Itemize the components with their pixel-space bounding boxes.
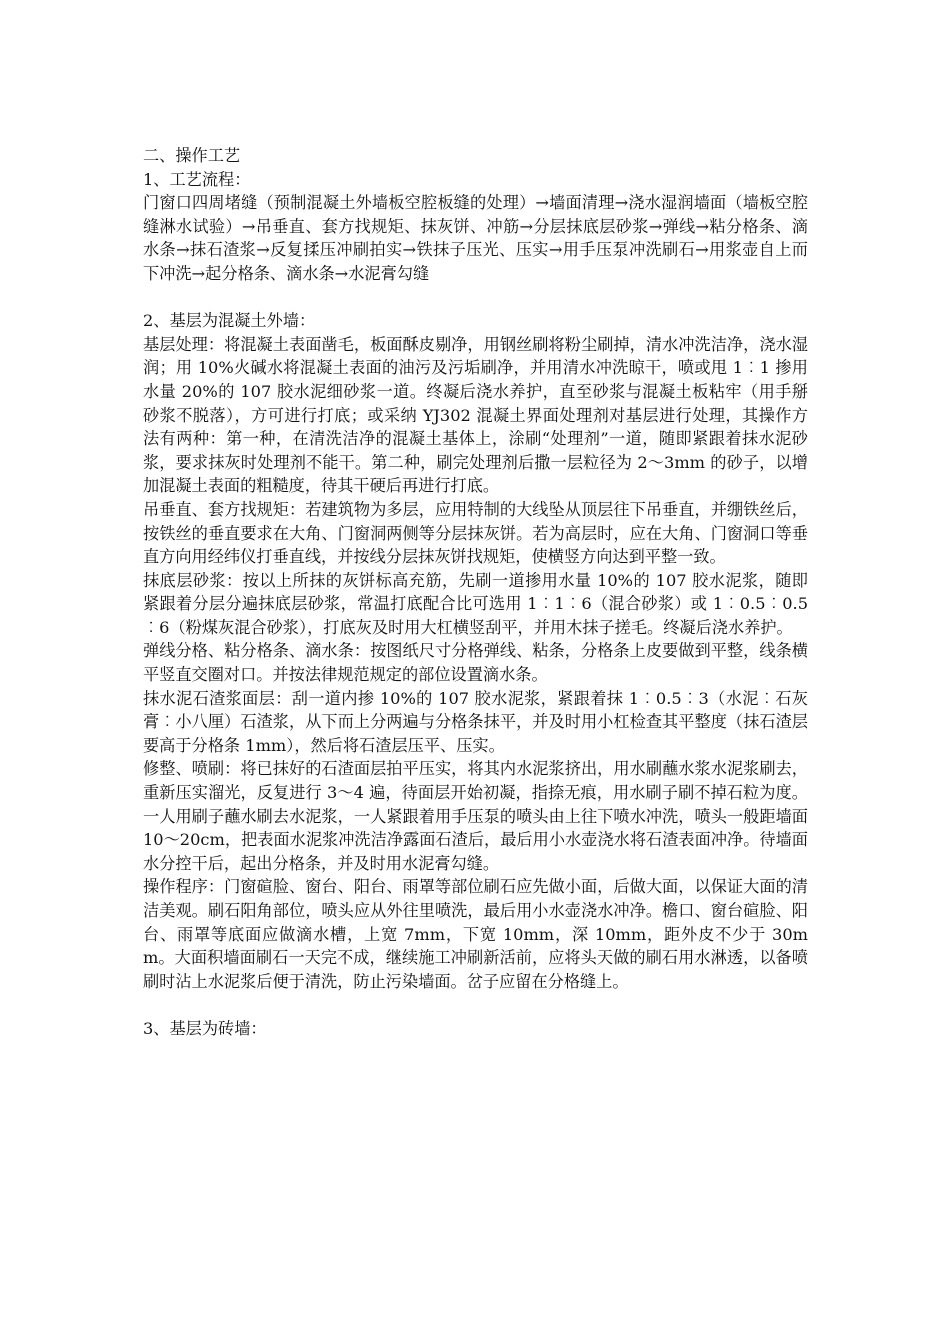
document-page	[143, 144, 808, 1041]
paragraph-stone-slurry: 抹水泥石渣浆面层：刮一道内掺 10%的 107 胶水泥浆，紧跟着抹 1︰0.5︰3（水泥︰石灰膏︰小八厘）石渣浆，从下而上分两遍与分格条抹平，并及时用小杠检查其平整度（抹石渣层要高于分格条 1mm），然后将石渣层压平、压实。	[143, 688, 808, 755]
subsection-title-process-flow: 1、工艺流程：	[143, 169, 251, 189]
spacer	[143, 993, 808, 1017]
paragraph-operation-procedure: 操作程序：门窗碹脸、窗台、阳台、雨罩等部位刷石应先做小面，后做大面，以保证大面的清洁美观。刷石阳角部位，喷头应从外往里喷洗，最后用小水壶浇水冲净。檐口、窗台碹脸、阳台、雨罩等底面应做滴水槽，上宽 7mm，下宽 10mm，深 10mm，距外皮不少于 30mm。大面积墙面刷石一天完不成，继续施工冲刷新活前，应将头天做的刷石用水淋透，以备喷刷时沾上水泥浆后便于清洗，防止污染墙面。岔子应留在分格缝上。	[143, 877, 808, 991]
subsection-title-concrete-wall: 2、基层为混凝土外墙：	[143, 311, 316, 331]
paragraph-finishing-spraying: 修整、喷刷：将已抹好的石渣面层拍平压实，将其内水泥浆挤出，用水刷蘸水浆水泥浆刷去，重新压实溜光，反复进行 3～4 遍，待面层开始初凝，指捺无痕，用水刷子刷不掉石粒为度。一人用刷子蘸水刷去水泥浆，一人紧跟着用手压泵的喷头由上往下喷水冲洗，喷头一般距墙面 10～20cm，把表面水泥浆冲洗洁净露面石渣后，最后用小水壶浇水将石渣表面冲净。待墙面水分控干后，起出分格条，并及时用水泥膏勾缝。	[143, 759, 808, 873]
process-flow-text: 门窗口四周堵缝（预制混凝土外墙板空腔板缝的处理）→墙面清理→浇水湿润墙面（墙板空腔缝淋水试验）→吊垂直、套方找规矩、抹灰饼、冲筋→分层抹底层砂浆→弹线→粘分格条、滴水条→抹石渣浆→反复揉压冲刷拍实→铁抹子压光、压实→用手压泵冲洗刷石→用浆壶自上而下冲洗→起分格条、滴水条→水泥膏勾缝	[143, 193, 808, 283]
paragraph-plumb-squaring: 吊垂直、套方找规矩：若建筑物为多层，应用特制的大线坠从顶层往下吊垂直，并绷铁丝后，按铁丝的垂直要求在大角、门窗洞两侧等分层抹灰饼。若为高层时，应在大角、门窗洞口等垂直方向用经纬仪打垂直线，并按线分层抹灰饼找规矩，使横竖方向达到平整一致。	[143, 499, 808, 567]
subsection-title-brick-wall: 3、基层为砖墙：	[143, 1018, 267, 1038]
paragraph-base-treatment: 基层处理：将混凝土表面凿毛，板面酥皮剔净，用钢丝刷将粉尘刷掉，清水冲洗洁净，浇水湿润；用 10%火碱水将混凝土表面的油污及污垢刷净，并用清水冲洗晾干，喷或甩 1︰1 掺用水量 20%的 107 胶水泥细砂浆一道。终凝后浇水养护，直至砂浆与混凝土板粘牢（用手掰砂浆不脱落），方可进行打底；或采纳 YJ302 混凝土界面处理剂对基层进行处理，其操作方法有两种：第一种，在清洗洁净的混凝土基体上，涂刷“处理剂”一道，随即紧跟着抹水泥砂浆，要求抹灰时处理剂不能干。第二种，刷完处理剂后撒一层粒径为 2～3mm 的砂子，以增加混凝土表面的粗糙度，待其干硬后再进行打底。	[143, 334, 808, 496]
paragraph-grid-lines: 弹线分格、粘分格条、滴水条：按图纸尺寸分格弹线、粘条，分格条上皮要做到平整，线条横平竖直交圈对口。并按法律规范规定的部位设置滴水条。	[143, 641, 808, 685]
spacer	[143, 286, 808, 310]
section-heading: 二、操作工艺	[143, 146, 241, 165]
paragraph-base-mortar: 抹底层砂浆：按以上所抹的灰饼标高充筋，先刷一道掺用水量 10%的 107 胶水泥浆，随即紧跟着分层分遍抹底层砂浆，常温打底配合比可选用 1︰1︰6（混合砂浆）或 1︰0.5︰0.5︰6（粉煤灰混合砂浆），打底灰及时用大杠横竖刮平，并用木抹子搓毛。终凝后浇水养护。	[143, 570, 808, 637]
